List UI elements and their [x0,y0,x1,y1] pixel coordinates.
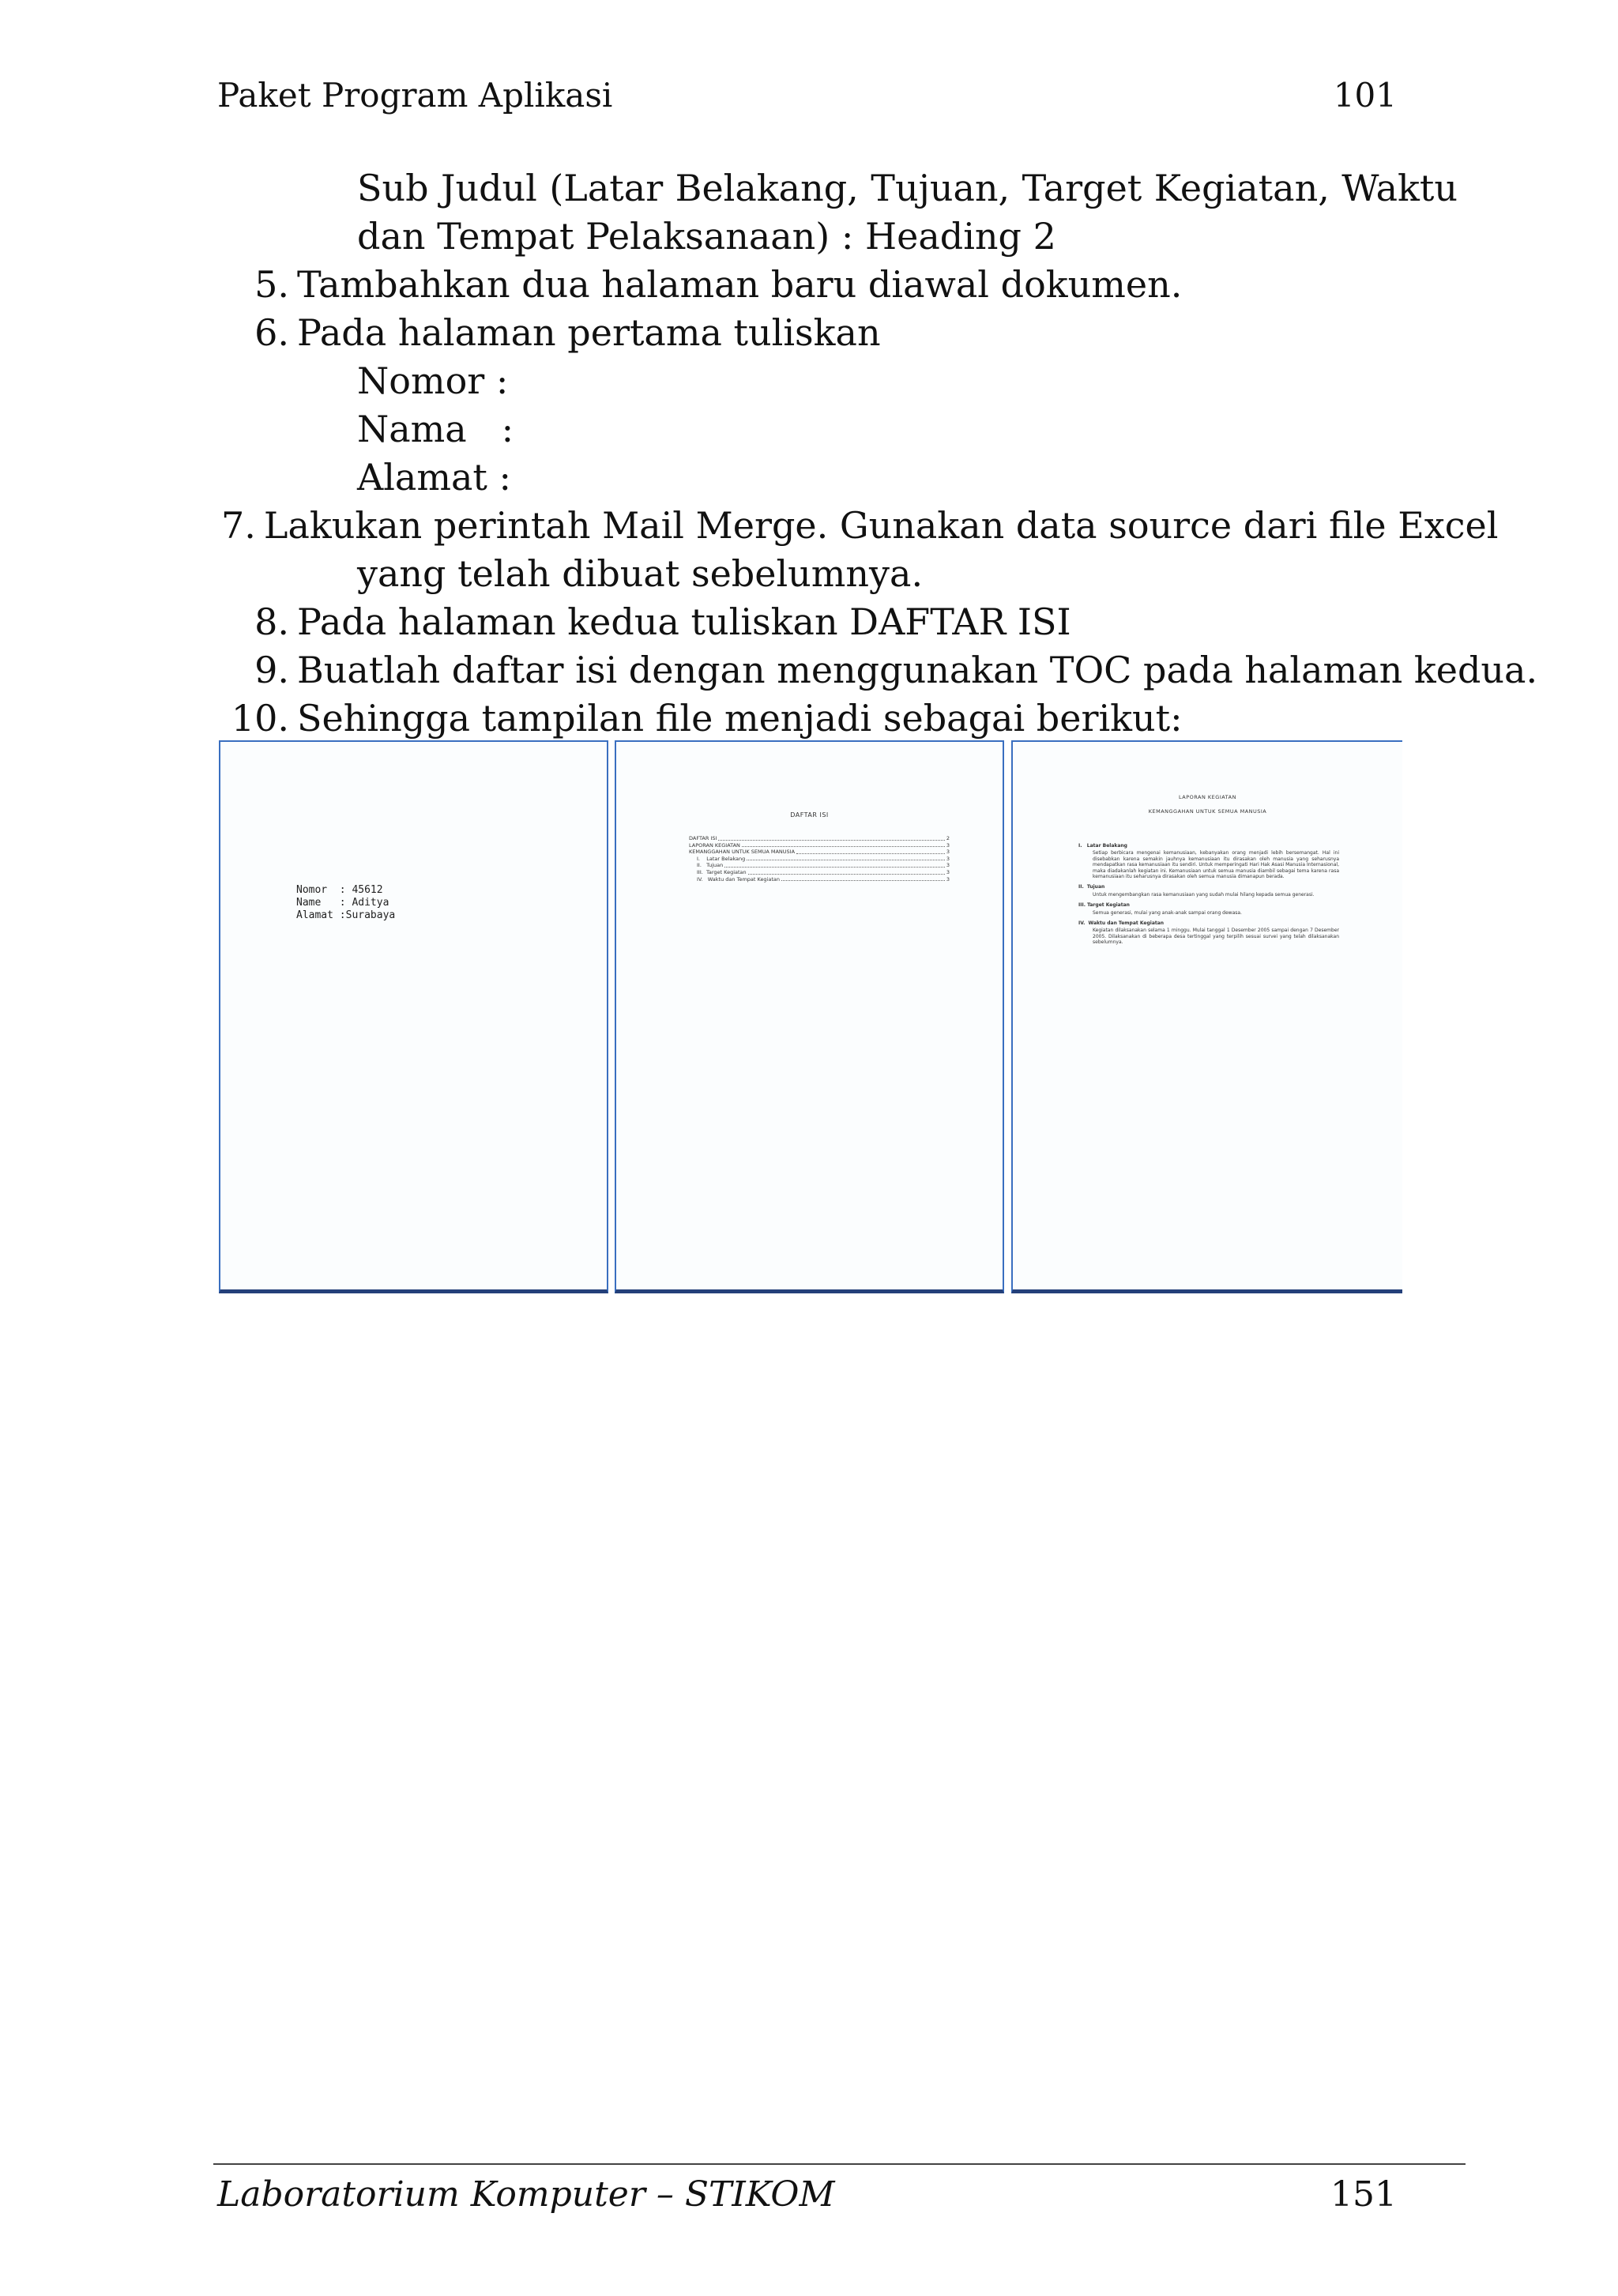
merge-alamat: Alamat :Surabaya [296,909,396,921]
toc-entry [689,862,950,869]
step-text: Pada halaman pertama tuliskan [297,311,881,354]
section-heading: III. Target Kegiatan [1078,902,1130,909]
running-header-page-number: 101 [1333,76,1397,115]
step-text: Buatlah daftar isi dengan menggunakan TOC pada halaman kedua. [297,649,1538,691]
footer-divider [213,2163,1466,2165]
running-footer-title: Laboratorium Komputer – STIKOM [217,2174,835,2215]
field-nomor: Nomor : [357,359,509,402]
merge-nama: Name : Aditya [296,897,389,909]
report-subtitle: KEMANGGAHAN UNTUK SEMUA MANUSIA [1148,808,1267,815]
running-header-title: Paket Program Aplikasi [217,76,613,115]
document-preview [219,740,1402,1298]
toc-label: IV. Waktu dan Tempat Kegiatan [697,875,781,883]
step-6 [221,309,1458,357]
toc-label: LAPORAN KEGIATAN [689,841,740,849]
step-10 [221,694,1458,743]
toc-leader [796,849,945,854]
report-section [1078,902,1339,916]
step-text: Lakukan perintah Mail Merge. Gunakan data source dari file Excel [263,504,1499,547]
step-number: 5. [254,263,289,306]
merge-nomor: Nomor : 45612 [296,884,383,896]
toc-label: DAFTAR ISI [689,835,717,841]
step-number: 10. [231,697,289,740]
instruction-body [221,164,1538,743]
step-number: 9. [254,649,289,691]
report-title: LAPORAN KEGIATAN [1179,794,1236,800]
report-section [1078,843,1339,879]
toc-title: DAFTAR ISI [790,811,829,819]
step-text: Sehingga tampilan file menjadi sebagai berikut: [297,697,1183,740]
report-section [1078,884,1339,898]
mail-merge-fields [296,884,395,922]
toc-entry [689,869,950,876]
sub-judul-line-2: dan Tempat Pelaksanaan) : Heading 2 [357,215,1056,258]
step-text: Tambahkan dua halaman baru diawal dokumen. [297,263,1183,306]
toc-label: II. Tujuan [697,862,724,869]
toc-entry [689,876,950,883]
toc-entry [689,842,950,849]
field-alamat: Alamat : [357,456,512,499]
step-5 [221,261,1458,309]
toc-label: KEMANGGAHAN UNTUK SEMUA MANUSIA [689,849,796,856]
section-heading: I. Latar Belakang [1078,843,1127,849]
report-section [1078,920,1339,946]
preview-page-1 [219,740,608,1293]
step-7 [221,502,1499,550]
step-number: 7. [221,504,256,547]
step-text: Pada halaman kedua tuliskan DAFTAR ISI [297,600,1071,643]
toc-leader [781,876,945,882]
running-footer-page-number: 151 [1330,2174,1397,2215]
toc-leader [742,842,945,848]
toc-entry [689,849,950,856]
sub-judul-line-1: Sub Judul (Latar Belakang, Tujuan, Target Kegiatan, Waktu [357,167,1458,209]
toc-leader [747,856,945,861]
toc-page: 3 [946,855,950,862]
section-paragraph: Setiap berbicara mengenai kemanusiaan, kebanyakan orang menjadi lebih bersemangat. Hal ini disebabkan karena semakin jauhnya kemanusiaan itu dirasakan oleh manusia yang seharusnya mendapatkan rasa kemanusiaan itu sendiri. Untuk memperingati Hari Hak Asasi Manusia Internasional, maka diadakanlah kegiatan ini. Kemanusiaan untuk semua manusia diambil sebagai tema karena rasa kemanusiaan itu seharusnya dirasakan oleh semua manusia dimanapun berada. [1093,850,1339,880]
section-heading: IV. Waktu dan Tempat Kegiatan [1078,920,1165,927]
toc-entry [689,835,950,842]
toc-page: 3 [946,849,950,856]
step-7-continued: yang telah dibuat sebelumnya. [357,552,924,595]
preview-page-2 [615,740,1004,1293]
toc-leader [748,869,945,875]
toc-leader [718,835,944,841]
toc-entry [689,856,950,863]
toc-page: 3 [946,875,950,883]
step-number: 8. [254,600,289,643]
field-nama: Nama : [357,408,514,450]
toc-page: 3 [946,868,950,875]
toc-page: 3 [946,841,950,849]
section-paragraph: Semua generasi, mulai yang anak-anak sampai orang dewasa. [1093,909,1242,916]
section-heading: II. Tujuan [1078,884,1105,890]
step-8 [221,598,1458,646]
toc-label: I. Latar Belakang [697,855,746,862]
toc-leader [724,862,945,868]
step-number: 6. [254,311,289,354]
report-content [1078,838,1339,946]
table-of-contents [689,835,950,883]
section-paragraph: Untuk mengembangkan rasa kemanusiaan yang sudah mulai hilang kepada semua generasi. [1093,891,1315,898]
preview-page-3 [1011,740,1402,1293]
section-paragraph: Kegiatan dilaksanakan selama 1 minggu. Mulai tanggal 1 Desember 2005 sampai dengan 7 Desember 2005. Dilaksanakan di beberapa desa tertinggal yang terpilih sesuai survei yang telah dilaksanakan sebelumnya. [1093,928,1339,946]
toc-page: 3 [946,862,950,869]
step-9 [221,646,1538,694]
toc-label: III. Target Kegiatan [697,868,747,875]
toc-page: 2 [946,835,950,841]
